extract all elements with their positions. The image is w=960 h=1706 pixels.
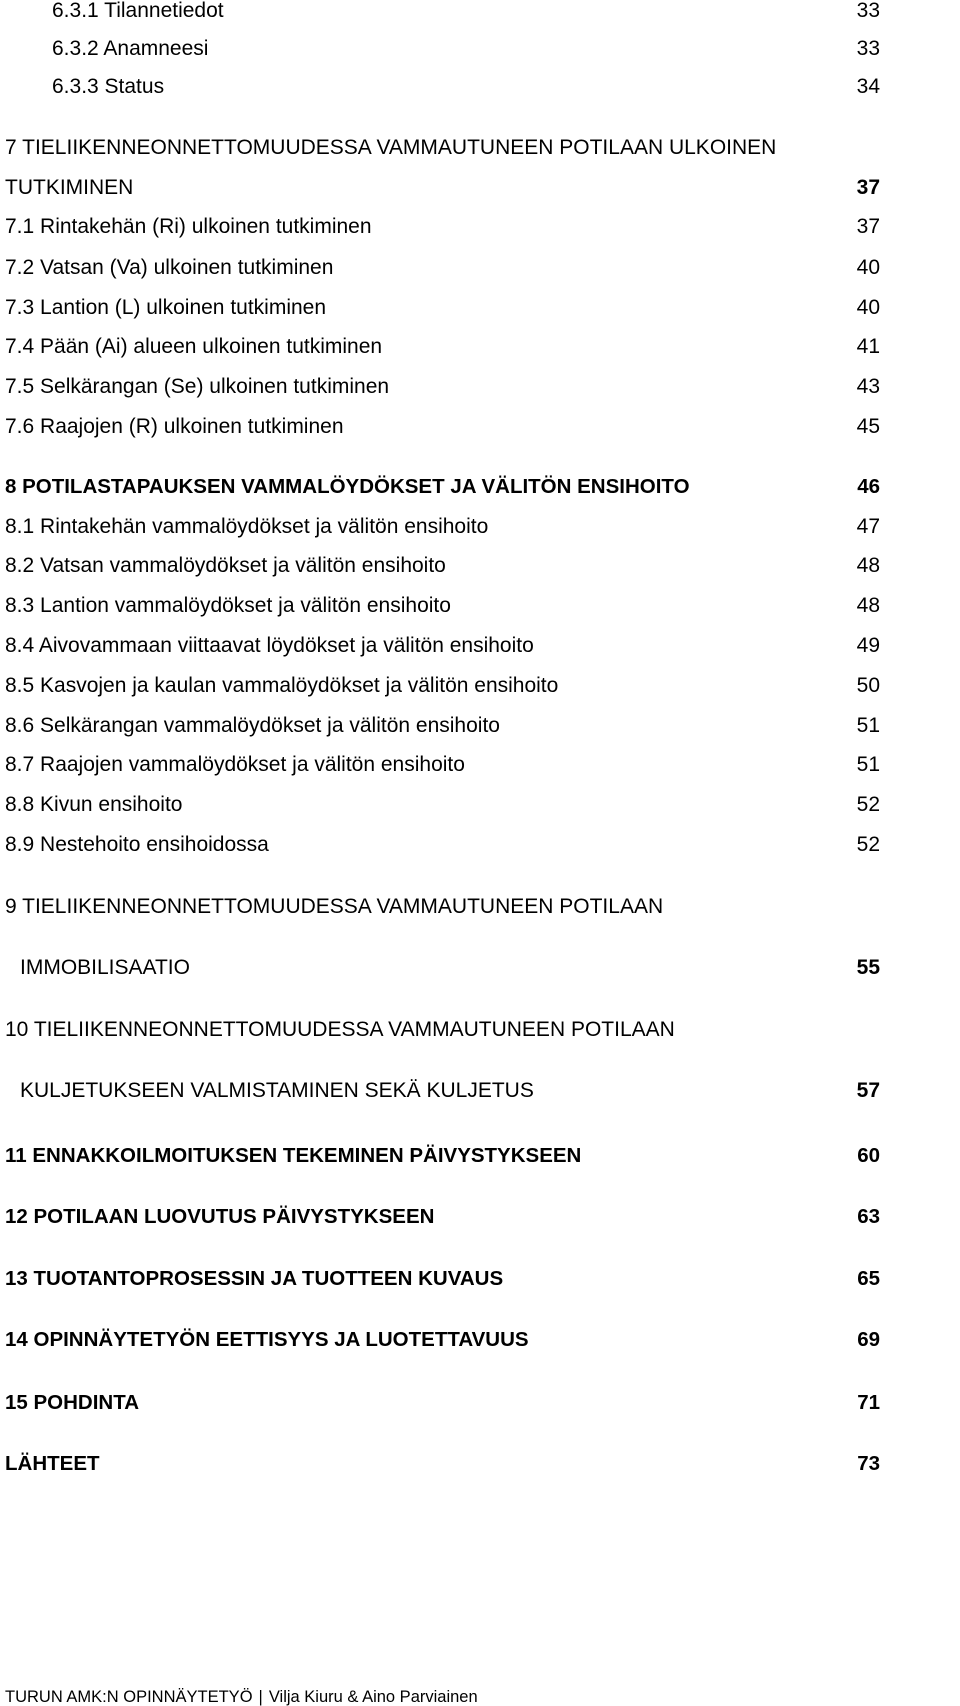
toc-entry-page: 33 — [856, 37, 880, 60]
toc-entry-9-line1 — [0, 890, 960, 924]
toc-entry-lahteet — [0, 1447, 960, 1481]
toc-entry-title: IMMOBILISAATIO — [20, 956, 190, 979]
toc-entry-title: 7.4 Pään (Ai) alueen ulkoinen tutkiminen — [5, 335, 383, 358]
toc-entry-title: 8.6 Selkärangan vammalöydökset ja välitön ensihoito — [5, 714, 500, 737]
toc-entry-14 — [0, 1323, 960, 1357]
toc-entry-page: 50 — [856, 674, 880, 697]
toc-entry-title: 8.5 Kasvojen ja kaulan vammalöydökset ja välitön ensihoito — [5, 674, 559, 697]
toc-entry-title: 8.8 Kivun ensihoito — [5, 793, 183, 816]
toc-entry-8-7 — [0, 748, 960, 782]
toc-entry-10-line2 — [0, 1074, 960, 1108]
toc-entry-title: 7.5 Selkärangan (Se) ulkoinen tutkiminen — [5, 375, 390, 398]
footer-authors: Vilja Kiuru & Aino Parviainen — [268, 1688, 478, 1706]
toc-entry-page: 33 — [856, 0, 880, 22]
toc-entry-title: 14 OPINNÄYTETYÖN EETTISYYS JA LUOTETTAVUUS — [5, 1328, 529, 1351]
toc-entry-title: 6.3.1 Tilannetiedot — [52, 0, 224, 22]
toc-entry-title: 6.3.3 Status — [52, 75, 165, 98]
toc-entry-7-4 — [0, 330, 960, 364]
toc-entry-title: LÄHTEET — [5, 1452, 100, 1475]
toc-entry-page: 45 — [856, 415, 880, 438]
toc-entry-8-9 — [0, 828, 960, 862]
toc-entry-title: 7.1 Rintakehän (Ri) ulkoinen tutkiminen — [5, 215, 372, 238]
toc-entry-page: 57 — [856, 1079, 880, 1102]
toc-entry-12 — [0, 1200, 960, 1234]
toc-entry-page: 65 — [857, 1267, 880, 1290]
toc-entry-page: 71 — [857, 1391, 880, 1414]
toc-entry-page: 55 — [856, 956, 880, 979]
toc-entry-8 — [0, 470, 960, 504]
toc-entry-8-3 — [0, 589, 960, 623]
toc-entry-page: 43 — [856, 375, 880, 398]
toc-entry-page: 51 — [856, 753, 880, 776]
toc-entry-8-1 — [0, 510, 960, 544]
toc-entry-page: 52 — [856, 793, 880, 816]
toc-entry-13 — [0, 1262, 960, 1296]
toc-entry-title: 8.4 Aivovammaan viittaavat löydökset ja välitön ensihoito — [5, 634, 534, 657]
toc-entry-7-3 — [0, 291, 960, 325]
toc-entry-title: 8.2 Vatsan vammalöydökset ja välitön ensihoito — [5, 554, 446, 577]
toc-entry-page: 51 — [856, 714, 880, 737]
toc-entry-title: 7 TIELIIKENNEONNETTOMUUDESSA VAMMAUTUNEEN POTILAAN ULKOINEN — [5, 136, 777, 159]
toc-entry-title: 10 TIELIIKENNEONNETTOMUUDESSA VAMMAUTUNEEN POTILAAN — [5, 1018, 675, 1041]
toc-entry-title: KULJETUKSEEN VALMISTAMINEN SEKÄ KULJETUS — [20, 1079, 534, 1102]
toc-entry-9-line2 — [0, 951, 960, 985]
toc-entry-page: 48 — [856, 554, 880, 577]
toc-entry-title: 8.9 Nestehoito ensihoidossa — [5, 833, 269, 856]
toc-entry-10-line1 — [0, 1013, 960, 1047]
toc-entry-page: 34 — [856, 75, 880, 98]
footer-org: TURUN AMK:N OPINNÄYTETYÖ — [5, 1688, 253, 1706]
toc-entry-8-8 — [0, 788, 960, 822]
toc-entry-page: 69 — [857, 1328, 880, 1351]
toc-entry-page: 63 — [857, 1205, 880, 1228]
toc-entry-11 — [0, 1139, 960, 1173]
toc-entry-7-5 — [0, 370, 960, 404]
toc-entry-title: 7.3 Lantion (L) ulkoinen tutkiminen — [5, 296, 327, 319]
toc-entry-page: 48 — [856, 594, 880, 617]
toc-entry-title: 8.1 Rintakehän vammalöydökset ja välitön ensihoito — [5, 515, 489, 538]
toc-entry-6-3-2 — [0, 32, 960, 66]
page-footer — [5, 1688, 478, 1706]
toc-entry-title: 15 POHDINTA — [5, 1391, 140, 1414]
toc-entry-6-3-1 — [0, 0, 960, 28]
toc-entry-title: TUTKIMINEN — [5, 176, 134, 199]
toc-entry-7-line2 — [0, 171, 960, 205]
toc-entry-7-1 — [0, 210, 960, 244]
toc-entry-title: 8.3 Lantion vammalöydökset ja välitön ensihoito — [5, 594, 451, 617]
toc-entry-title: 7.2 Vatsan (Va) ulkoinen tutkiminen — [5, 256, 334, 279]
toc-entry-title: 13 TUOTANTOPROSESSIN JA TUOTTEEN KUVAUS — [5, 1267, 504, 1290]
toc-entry-title: 9 TIELIIKENNEONNETTOMUUDESSA VAMMAUTUNEEN POTILAAN — [5, 895, 664, 918]
toc-entry-title: 11 ENNAKKOILMOITUKSEN TEKEMINEN PÄIVYSTYKSEEN — [5, 1144, 582, 1167]
toc-entry-page: 49 — [856, 634, 880, 657]
toc-entry-page: 37 — [856, 176, 880, 199]
toc-entry-page: 60 — [857, 1144, 880, 1167]
toc-entry-title: 8 POTILASTAPAUKSEN VAMMALÖYDÖKSET JA VÄLITÖN ENSIHOITO — [5, 475, 690, 498]
toc-entry-page: 73 — [857, 1452, 880, 1475]
footer-separator: | — [258, 1688, 263, 1706]
toc-entry-15 — [0, 1386, 960, 1420]
toc-entry-page: 41 — [856, 335, 880, 358]
toc-entry-title: 7.6 Raajojen (R) ulkoinen tutkiminen — [5, 415, 344, 438]
toc-entry-8-4 — [0, 629, 960, 663]
toc-entry-6-3-3 — [0, 70, 960, 104]
toc-entry-title: 6.3.2 Anamneesi — [52, 37, 209, 60]
toc-entry-7-line1 — [0, 131, 960, 165]
toc-entry-page: 46 — [857, 475, 880, 498]
toc-entry-page: 40 — [856, 296, 880, 319]
toc-entry-8-6 — [0, 709, 960, 743]
toc-entry-page: 52 — [856, 833, 880, 856]
toc-entry-page: 47 — [856, 515, 880, 538]
toc-entry-title: 12 POTILAAN LUOVUTUS PÄIVYSTYKSEEN — [5, 1205, 435, 1228]
toc-entry-7-2 — [0, 251, 960, 285]
toc-entry-8-5 — [0, 669, 960, 703]
toc-entry-7-6 — [0, 410, 960, 444]
toc-entry-8-2 — [0, 549, 960, 583]
toc-entry-page: 37 — [856, 215, 880, 238]
toc-entry-title: 8.7 Raajojen vammalöydökset ja välitön ensihoito — [5, 753, 465, 776]
toc-entry-page: 40 — [856, 256, 880, 279]
